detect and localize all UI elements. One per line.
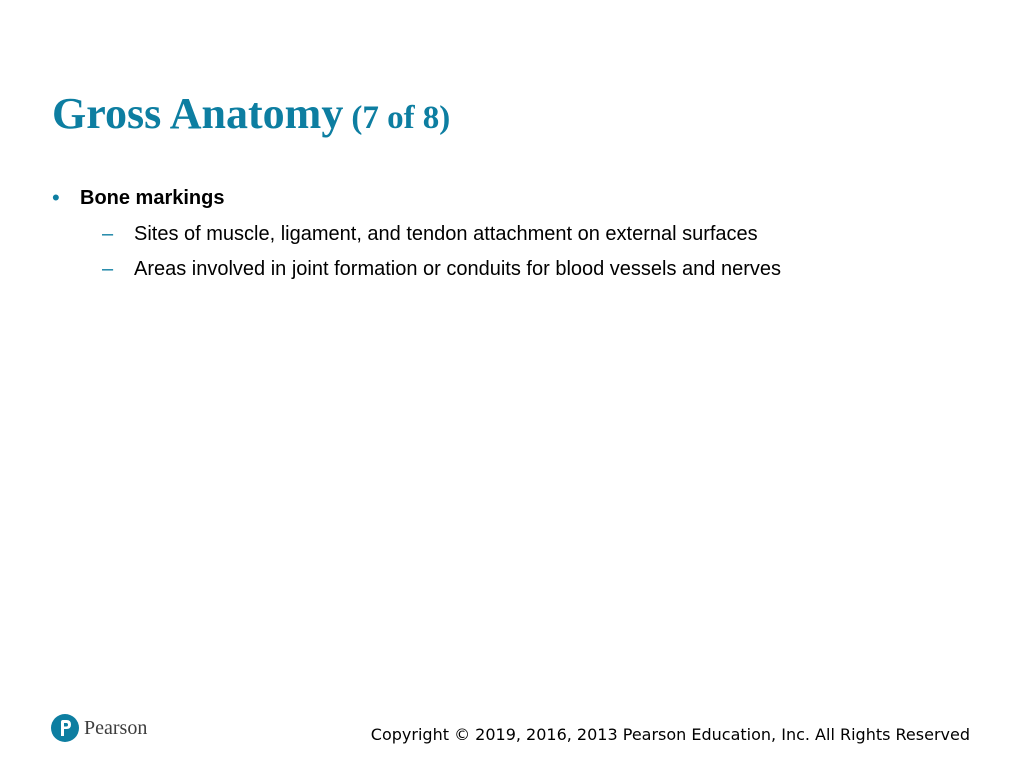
- bullet-text: Bone markings: [80, 187, 225, 209]
- copyright-text: Copyright © 2019, 2016, 2013 Pearson Education, Inc. All Rights Reserved: [370, 725, 970, 744]
- sub-bullet-item: [102, 219, 992, 254]
- dash-icon: –: [102, 258, 114, 280]
- sub-bullet-text: Sites of muscle, ligament, and tendon attachment on external surfaces: [134, 223, 758, 245]
- slide-title: [52, 88, 450, 141]
- sub-bullet-text: Areas involved in joint formation or conduits for blood vessels and nerves: [134, 258, 782, 280]
- pearson-logo-icon: [51, 714, 79, 742]
- pearson-logo-text: Pearson: [84, 717, 148, 739]
- bullet-list: [52, 183, 992, 289]
- slide-title-main: Gross Anatomy: [52, 89, 344, 138]
- pearson-logo: [51, 714, 147, 742]
- sub-bullet-list: [52, 219, 992, 289]
- dash-icon: –: [102, 223, 114, 245]
- slide-title-sub: (7 of 8): [351, 100, 451, 136]
- sub-bullet-item: [102, 254, 992, 289]
- bullet-dot-icon: •: [52, 185, 60, 210]
- bullet-item: [52, 183, 992, 213]
